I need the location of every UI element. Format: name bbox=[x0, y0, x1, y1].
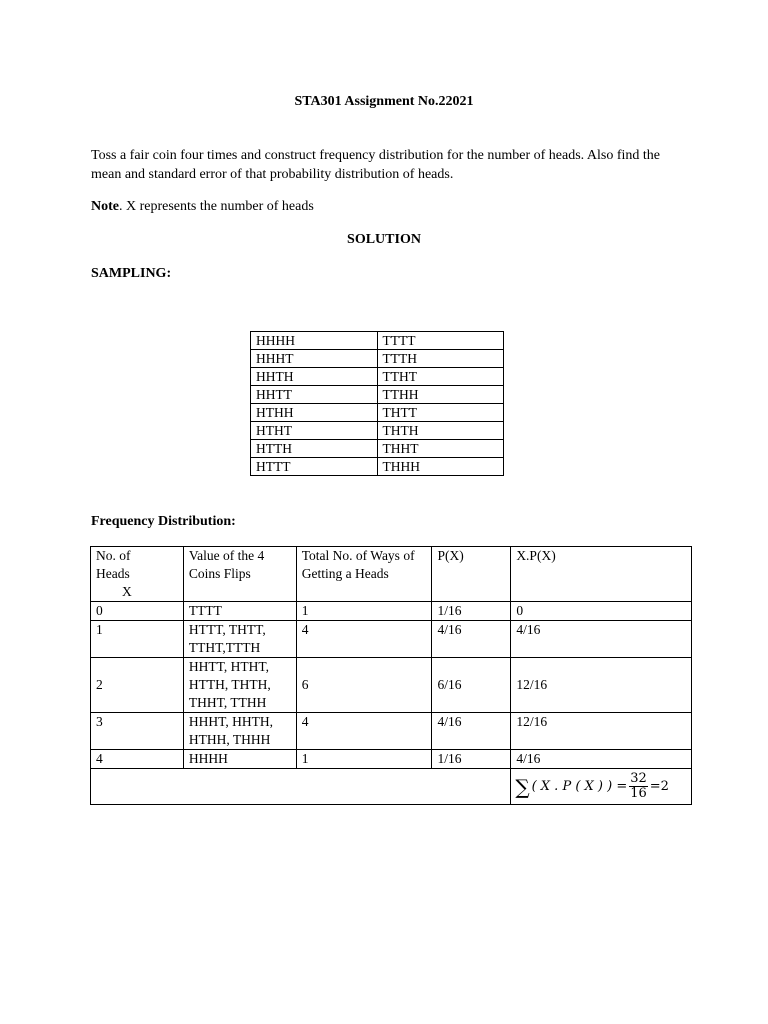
table-row bbox=[251, 404, 504, 422]
table-cell: TTHT bbox=[377, 368, 504, 386]
table-cell: TTTH bbox=[377, 350, 504, 368]
cell-px: 1/16 bbox=[432, 602, 511, 621]
table-row bbox=[251, 350, 504, 368]
cell-value: TTTT bbox=[183, 602, 296, 621]
solution-heading: SOLUTION bbox=[347, 232, 421, 247]
cell-x: 3 bbox=[91, 713, 184, 750]
cell-px: 1/16 bbox=[432, 750, 511, 769]
table-row bbox=[91, 750, 692, 769]
cell-ways: 4 bbox=[296, 713, 432, 750]
sampling-table bbox=[250, 331, 504, 476]
table-cell: TTTT bbox=[377, 332, 504, 350]
frequency-distribution-heading: Frequency Distribution: bbox=[91, 514, 236, 529]
cell-xpx: 4/16 bbox=[511, 750, 692, 769]
cell-xpx: 0 bbox=[511, 602, 692, 621]
note-text: . X represents the number of heads bbox=[119, 199, 314, 214]
cell-ways: 4 bbox=[296, 621, 432, 658]
header-x-line1: No. of bbox=[96, 548, 131, 563]
table-cell: THHT bbox=[377, 440, 504, 458]
table-row bbox=[251, 386, 504, 404]
cell-ways: 6 bbox=[296, 658, 432, 713]
cell-ways: 1 bbox=[296, 750, 432, 769]
table-row bbox=[251, 368, 504, 386]
cell-value: HHHT, HHTH, HTHH, THHH bbox=[183, 713, 296, 750]
table-cell: HTHH bbox=[251, 404, 378, 422]
table-cell: THTH bbox=[377, 422, 504, 440]
sum-numerator: 32 bbox=[630, 771, 647, 786]
cell-xpx: 12/16 bbox=[511, 713, 692, 750]
table-sum-row bbox=[91, 769, 692, 805]
sampling-heading: SAMPLING: bbox=[91, 266, 172, 281]
table-cell: HTTT bbox=[251, 458, 378, 476]
cell-value: HTTT, THTT, TTHT,TTTH bbox=[183, 621, 296, 658]
header-xpx: X.P(X) bbox=[511, 547, 692, 602]
header-x bbox=[91, 547, 184, 602]
sum-result: =2 bbox=[649, 778, 669, 794]
table-cell: THTT bbox=[377, 404, 504, 422]
note-line bbox=[91, 199, 314, 215]
sum-row-empty bbox=[91, 769, 511, 805]
cell-x: 0 bbox=[91, 602, 184, 621]
note-label: Note bbox=[91, 199, 119, 214]
table-cell: THHH bbox=[377, 458, 504, 476]
table-cell: TTHH bbox=[377, 386, 504, 404]
cell-value: HHHH bbox=[183, 750, 296, 769]
table-row bbox=[251, 440, 504, 458]
table-cell: HHTH bbox=[251, 368, 378, 386]
table-row bbox=[91, 658, 692, 713]
sum-denominator: 16 bbox=[630, 786, 647, 801]
header-px: P(X) bbox=[432, 547, 511, 602]
cell-px: 6/16 bbox=[432, 658, 511, 713]
header-value: Value of the 4 Coins Flips bbox=[183, 547, 296, 602]
cell-value: HHTT, HTHT, HTTH, THTH, THHT, TTHH bbox=[183, 658, 296, 713]
table-row bbox=[251, 332, 504, 350]
cell-x: 1 bbox=[91, 621, 184, 658]
header-x-line3: X bbox=[122, 584, 132, 599]
cell-px: 4/16 bbox=[432, 621, 511, 658]
cell-x: 4 bbox=[91, 750, 184, 769]
frequency-table bbox=[90, 546, 692, 805]
cell-x: 2 bbox=[91, 658, 184, 713]
table-row bbox=[91, 602, 692, 621]
table-cell: HHHH bbox=[251, 332, 378, 350]
sum-formula bbox=[515, 772, 669, 801]
sigma-icon: ∑ bbox=[515, 774, 530, 799]
sum-formula-cell bbox=[511, 769, 692, 805]
cell-ways: 1 bbox=[296, 602, 432, 621]
table-row bbox=[91, 713, 692, 750]
header-x-line2: Heads bbox=[96, 566, 130, 581]
question-text: Toss a fair coin four times and construct frequency distribution for the number of heads. Also find the mean and standard error of that probability distribution of heads. bbox=[91, 148, 660, 182]
table-header-row bbox=[91, 547, 692, 602]
cell-px: 4/16 bbox=[432, 713, 511, 750]
table-cell: HTHT bbox=[251, 422, 378, 440]
table-row bbox=[251, 458, 504, 476]
table-cell: HHHT bbox=[251, 350, 378, 368]
header-ways: Total No. of Ways of Getting a Heads bbox=[296, 547, 432, 602]
cell-xpx: 4/16 bbox=[511, 621, 692, 658]
cell-xpx: 12/16 bbox=[511, 658, 692, 713]
table-cell: HHTT bbox=[251, 386, 378, 404]
table-cell: HTTH bbox=[251, 440, 378, 458]
table-row bbox=[91, 621, 692, 658]
table-row bbox=[251, 422, 504, 440]
sum-fraction bbox=[629, 772, 648, 801]
sum-formula-expr: ( X . P ( X ) ) = bbox=[531, 778, 628, 794]
document-title: STA301 Assignment No.22021 bbox=[294, 94, 474, 109]
